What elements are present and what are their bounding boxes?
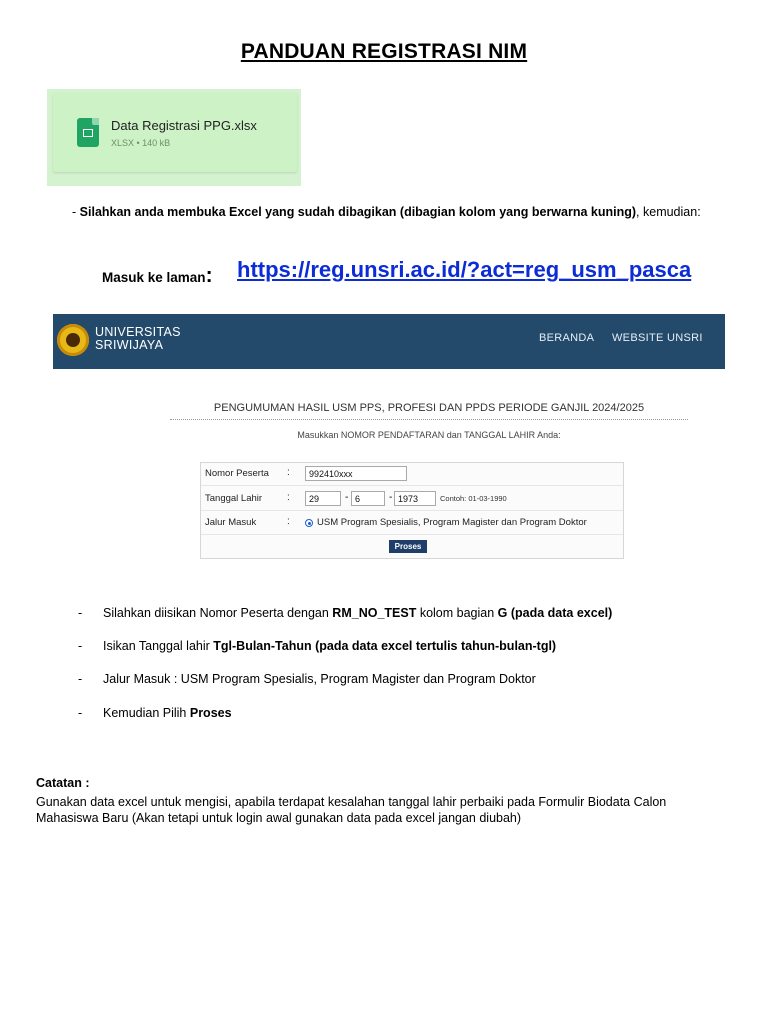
tanggal-month-input[interactable]: 6	[351, 491, 385, 506]
attachment-file[interactable]	[53, 93, 297, 172]
jalur-label: Jalur Masuk	[205, 517, 257, 528]
registration-link[interactable]: https://reg.unsri.ac.id/?act=reg_usm_pasca	[237, 257, 692, 282]
date-example: Contoh: 01-03-1990	[440, 494, 507, 503]
jalur-radio[interactable]	[305, 519, 313, 527]
tanggal-day-input[interactable]: 29	[305, 491, 341, 506]
tanggal-label: Tanggal Lahir	[205, 493, 263, 504]
intro-text: - Silahkan anda membuka Excel yang sudah dibagikan (dibagian kolom yang berwarna kuning), kemudian:	[72, 205, 701, 219]
masuk-label: Masuk ke laman:	[102, 264, 213, 287]
announcement-title: PENGUMUMAN HASIL USM PPS, PROFESI DAN PPDS PERIODE GANJIL 2024/2025	[170, 402, 688, 420]
spreadsheet-icon	[77, 118, 99, 147]
catatan-heading: Catatan :	[36, 776, 90, 790]
jalur-option-label[interactable]: USM Program Spesialis, Program Magister dan Program Doktor	[317, 517, 587, 528]
step-3: Jalur Masuk : USM Program Spesialis, Program Magister dan Program Doktor	[103, 672, 536, 686]
step-2: Isikan Tanggal lahir Tgl-Bulan-Tahun (pada data excel tertulis tahun-bulan-tgl)	[103, 639, 557, 653]
attachment-card[interactable]	[47, 89, 301, 186]
unsri-logo-icon[interactable]	[57, 324, 89, 356]
nav-beranda[interactable]: BERANDA	[539, 332, 595, 344]
page-title: PANDUAN REGISTRASI NIM	[240, 40, 528, 63]
proses-button[interactable]: Proses	[389, 540, 427, 553]
form-row-jalur: Jalur Masuk : USM Program Spesialis, Program Magister dan Program Doktor	[201, 512, 623, 535]
nomor-peserta-input[interactable]: 992410xxx	[305, 466, 407, 481]
tanggal-year-input[interactable]: 1973	[394, 491, 436, 506]
nomor-label: Nomor Peserta	[205, 468, 269, 479]
attachment-filename: Data Registrasi PPG.xlsx	[111, 118, 257, 133]
step-4: Kemudian Pilih Proses	[103, 706, 232, 720]
site-header	[53, 314, 725, 369]
form-row-nomor: Nomor Peserta : 992410xxx	[201, 463, 623, 486]
nav-website-unsri[interactable]: WEBSITE UNSRI	[612, 332, 703, 344]
catatan-body: Gunakan data excel untuk mengisi, apabila terdapat kesalahan tanggal lahir perbaiki pada Formulir Biodata Calon Mahasiswa Baru (Akan tetapi untuk login awal gunakan data pada excel jangan diubah)	[36, 795, 667, 825]
step-1: Silahkan diisikan Nomor Peserta dengan RM_NO_TEST kolom bagian G (pada data excel)	[103, 606, 613, 620]
site-logo-text[interactable]: UNIVERSITAS SRIWIJAYA	[95, 325, 181, 352]
form-row-tanggal: Tanggal Lahir : 29 - 6 - 1973 Contoh: 01-03-1990	[201, 488, 623, 511]
attachment-meta: XLSX • 140 kB	[111, 138, 171, 148]
form-instruction: Masukkan NOMOR PENDAFTARAN dan TANGGAL LAHIR Anda:	[297, 430, 561, 440]
